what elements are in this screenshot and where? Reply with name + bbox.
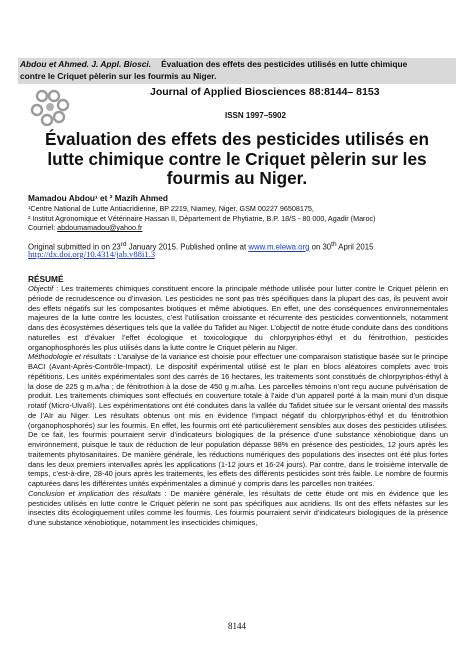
affiliation-1: ¹Centre National de Lutte Antiacridienne, BP 2219, Niamey, Niger, GSM 00227 96508175, bbox=[28, 204, 314, 213]
running-head-citation: Abdou et Ahmed. J. Appl. Biosci. bbox=[20, 59, 152, 69]
doi-link[interactable]: http://dx.doi.org/10.4314/jab.v88i1.3 bbox=[28, 249, 156, 259]
dates-text-d: April 2015 bbox=[336, 242, 374, 252]
objectif-text: : Les traitements chimiques constituent encore la principale méthode utilisée pour lutter contre le Criquet pèlerin en période de recrudescence ou d’invasion. Les pesticides ne sont pas très spécifiques dans la plupart des cas, ils peuvent avoir des effets négatifs sur les composantes biotiques et même abiotiques. En effet, une des conséquences environnementales majeures de la lutte contre les locustes, c’est l’utilisation croissante et récurrente des pesticides conventionnels, notamment dans des écosystèmes désertiques tels que la vallée du Tafidet au Niger. L’objectif de notre étude conduite dans des conditions naturelles est d’évaluer l’effet écologique et toxicologique du chlorpyriphos-éthyl et du fénitrothion, pesticides organophosphorés les plus utilisés dans la lutte contre le Criquet pèlerin au Niger. bbox=[28, 284, 448, 352]
courriel-label: Courriel: bbox=[28, 223, 58, 232]
page-number: 8144 bbox=[228, 621, 246, 631]
abstract-body bbox=[28, 284, 448, 528]
running-head-title: Évaluation des effets des pesticides utilisés en lutte chimique bbox=[161, 59, 408, 69]
conclusion-paragraph bbox=[28, 489, 448, 528]
affiliation-2: ² Institut Agronomique et Vétérinaire Hassan II, Département de Phytiatrie, B.P. 18/S - 80 000, Agadir (Maroc) bbox=[28, 213, 376, 223]
journal-issn: ISSN 1997–5902 bbox=[225, 111, 286, 120]
journal-name: Journal of Applied Biosciences 88:8144– 8153 bbox=[150, 86, 380, 98]
article-title: Évaluation des effets des pesticides utilisés en lutte chimique contre le Criquet pèlerin sur les fourmis au Niger. bbox=[45, 129, 429, 188]
dates-sup-1: rd bbox=[120, 241, 127, 248]
dates-text-b: January 2015. Published online at bbox=[126, 242, 249, 252]
methodologie-text: : L’analyse de la variance est choisie pour effectuer une comparaison statistique basée sur le principe BACI (Avant-Après-Contrôle-Impact). Le dispositif expérimental utilisé est le plan en blocs aléatoires complets avec trois répétitions. Les unités expérimentales sont des carrés de 16 hectares, les traitements sont constitués de chlorpyriphos-éthyl à la dose de 225 g m.a/ha ; de fénitrothion à la dose de 450 g m.a/ha. Les parcelles témoins n’ont reçu aucune pulvérisation de produit. Les traitements chimiques sont effectués en couverture totale à l’aide d’un appareil porté à la main muni d’un disque rotatif (Micro-Ulva®). Les expérimentations ont été conduites dans la vallée du Tafidet située sur le versant oriental des massifs de l’Aïr au Niger. Les résultats obtenus ont mis en évidence l’impact négatif du chlorpyriphos-éthyl et du fénitrothion (organophosphorés) sur les fourmis. En effet, les fourmis ont été particulièrement sensibles aux doses des pesticides utilisées. De ce fait, les fourmis pourraient servir d’indicateurs biologiques de la présence d’une substance xénobiotique dans un environnement, puisque le taux de réduction de leur population dépasse 98% en présence des pesticides, 12 jours après les traitements phytosanitaires. De manière générale, les réductions numériques des populations des insectes ont été plus fortes dans les deux premiers intervalles après les applications (1-12 jours et 16-24 jours). Par contre, dans le troisième intervalle de temps, c’est-à-dire, 28-40 jours après les traitements, les effets des différents pesticides sont très faible. Le nombre de fourmis capturées dans les différentes unités expérimentales a diminué y compris dans les parcelles non traitées. bbox=[28, 352, 448, 488]
methodologie-paragraph bbox=[28, 352, 448, 489]
publisher-link[interactable]: www.m.elewa.org bbox=[248, 242, 310, 252]
conclusion-label: Conclusion et implication des résultats bbox=[28, 488, 161, 498]
dates-text-c: on 30 bbox=[309, 242, 332, 252]
contact-email-line bbox=[28, 223, 458, 233]
methodologie-label: Méthodologie et résultats bbox=[28, 352, 112, 362]
running-head bbox=[20, 58, 454, 82]
conclusion-text: : De manière générale, les résultats de cette étude ont mis en évidence que les pesticides utilisés en lutte contre le Criquet pèlerin ne sont pas spécifiques aux acridiens. Ils ont des effets néfastes sur les insectes dits écologiquement utiles comme les fourmis. Les fourmis pourraient servir d’indicateurs biologiques de la présence d’une substance xénobiotique, notamment les insecticides chimiques, bbox=[28, 488, 448, 527]
resume-heading: RÉSUMÉ bbox=[28, 274, 64, 284]
objectif-paragraph bbox=[28, 284, 448, 352]
dates-text-a: Original submitted in on 23 bbox=[28, 242, 121, 252]
journal-logo-icon bbox=[30, 88, 70, 126]
article-authors: Mamadou Abdou¹ et ² Mazih Ahmed bbox=[28, 193, 168, 203]
dates-sup-2: th bbox=[331, 241, 337, 248]
email-link[interactable]: abdoumamadou@yahoo.fr bbox=[57, 223, 143, 232]
objectif-label: Objectif bbox=[28, 284, 54, 293]
running-head-title-cont: contre le Criquet pèlerin sur les fourmis au Niger. bbox=[20, 71, 217, 81]
